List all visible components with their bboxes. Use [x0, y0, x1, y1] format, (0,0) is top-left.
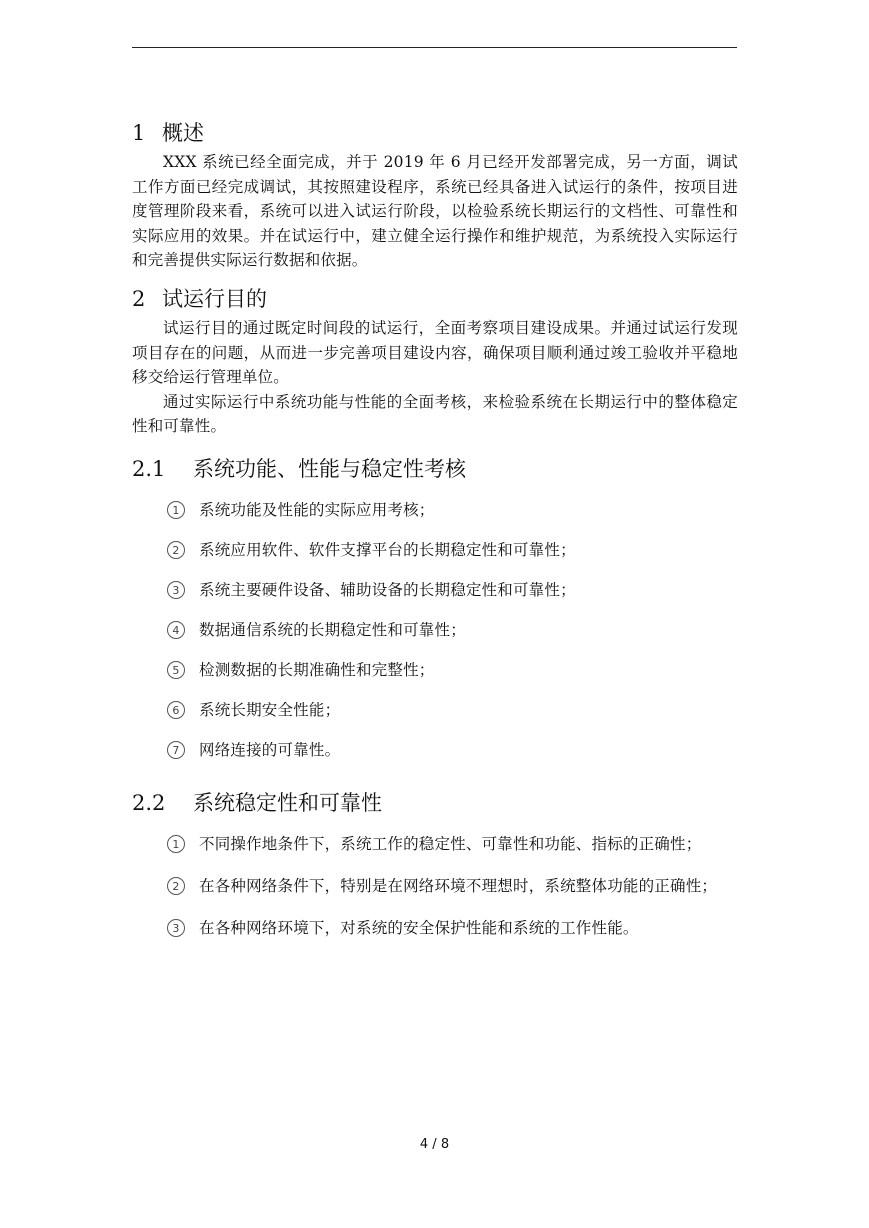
section-1-number: 1 [132, 121, 146, 145]
section-2-1-list [132, 497, 738, 763]
list-item [132, 497, 738, 523]
section-2-2-heading [132, 785, 738, 821]
section-2-1-title: 系统功能、性能与稳定性考核 [193, 456, 466, 481]
list-item [132, 873, 738, 899]
circled-number-marker: 5 [167, 657, 191, 683]
section-2-2-list [132, 831, 738, 941]
section-2-heading [132, 282, 738, 316]
section-1-title: 概述 [162, 121, 204, 145]
list-item-text: 在各种网络条件下，特别是在网络环境不理想时，系统整体功能的正确性； [199, 876, 718, 895]
header-rule [132, 47, 737, 48]
circled-number-marker: 7 [167, 737, 191, 763]
list-item [132, 577, 738, 603]
section-2-number: 2 [132, 286, 146, 311]
list-item-text: 系统功能及性能的实际应用考核； [199, 500, 435, 519]
circled-number-marker: 3 [167, 577, 191, 603]
list-item [132, 831, 738, 857]
list-item [132, 737, 738, 763]
list-item-text: 数据通信系统的长期稳定性和可靠性； [199, 620, 466, 639]
list-item [132, 697, 738, 723]
list-item-text: 系统长期安全性能； [199, 700, 341, 719]
section-1-heading [132, 116, 738, 150]
list-item-text: 系统应用软件、软件支撑平台的长期稳定性和可靠性； [199, 540, 576, 559]
section-2-1-number: 2.1 [132, 456, 166, 481]
section-2-2-number: 2.2 [132, 790, 166, 815]
section-2-paragraph-2: 通过实际运行中系统功能与性能的全面考核，来检验系统在长期运行中的整体稳定性和可靠性。 [132, 392, 738, 436]
list-item-text: 网络连接的可靠性。 [199, 740, 341, 759]
section-2-title: 试运行目的 [162, 286, 267, 311]
page-number: 4 / 8 [419, 1137, 450, 1152]
circled-number-marker: 3 [167, 915, 191, 941]
section-2-2-title: 系统稳定性和可靠性 [193, 790, 382, 815]
list-item [132, 537, 738, 563]
section-1-paragraph: XXX 系统已经全面完成，并于 2019 年 6 月已经开发部署完成，另一方面，调试工作方面已经完成调试，其按照建设程序，系统已经具备进入试运行的条件，按项目进度管理阶段来看，系统可以进入试运行阶段，以检验系统长期运行的文档性、可靠性和实际应用的效果。并在试运行中，建立健全运行操作和维护规范，为系统投入实际运行和完善提供实际运行数据和依据。 [132, 153, 738, 270]
list-item [132, 617, 738, 643]
circled-number-marker: 1 [167, 497, 191, 523]
list-item-text: 在各种网络环境下，对系统的安全保护性能和系统的工作性能。 [199, 918, 639, 937]
circled-number-marker: 6 [167, 697, 191, 723]
circled-number-marker: 1 [167, 831, 191, 857]
document-content [132, 116, 738, 957]
section-2-paragraph-1: 试运行目的通过既定时间段的试运行，全面考察项目建设成果。并通过试运行发现项目存在的问题，从而进一步完善项目建设内容，确保项目顺利通过竣工验收并平稳地移交给运行管理单位。 [132, 318, 738, 387]
section-2-1-heading [132, 451, 738, 487]
list-item [132, 915, 738, 941]
list-item-text: 系统主要硬件设备、辅助设备的长期稳定性和可靠性； [199, 580, 576, 599]
circled-number-marker: 2 [167, 873, 191, 899]
list-item-text: 检测数据的长期准确性和完整性； [199, 660, 435, 679]
circled-number-marker: 4 [167, 617, 191, 643]
list-item [132, 657, 738, 683]
circled-number-marker: 2 [167, 537, 191, 563]
list-item-text: 不同操作地条件下，系统工作的稳定性、可靠性和功能、指标的正确性； [199, 834, 702, 853]
